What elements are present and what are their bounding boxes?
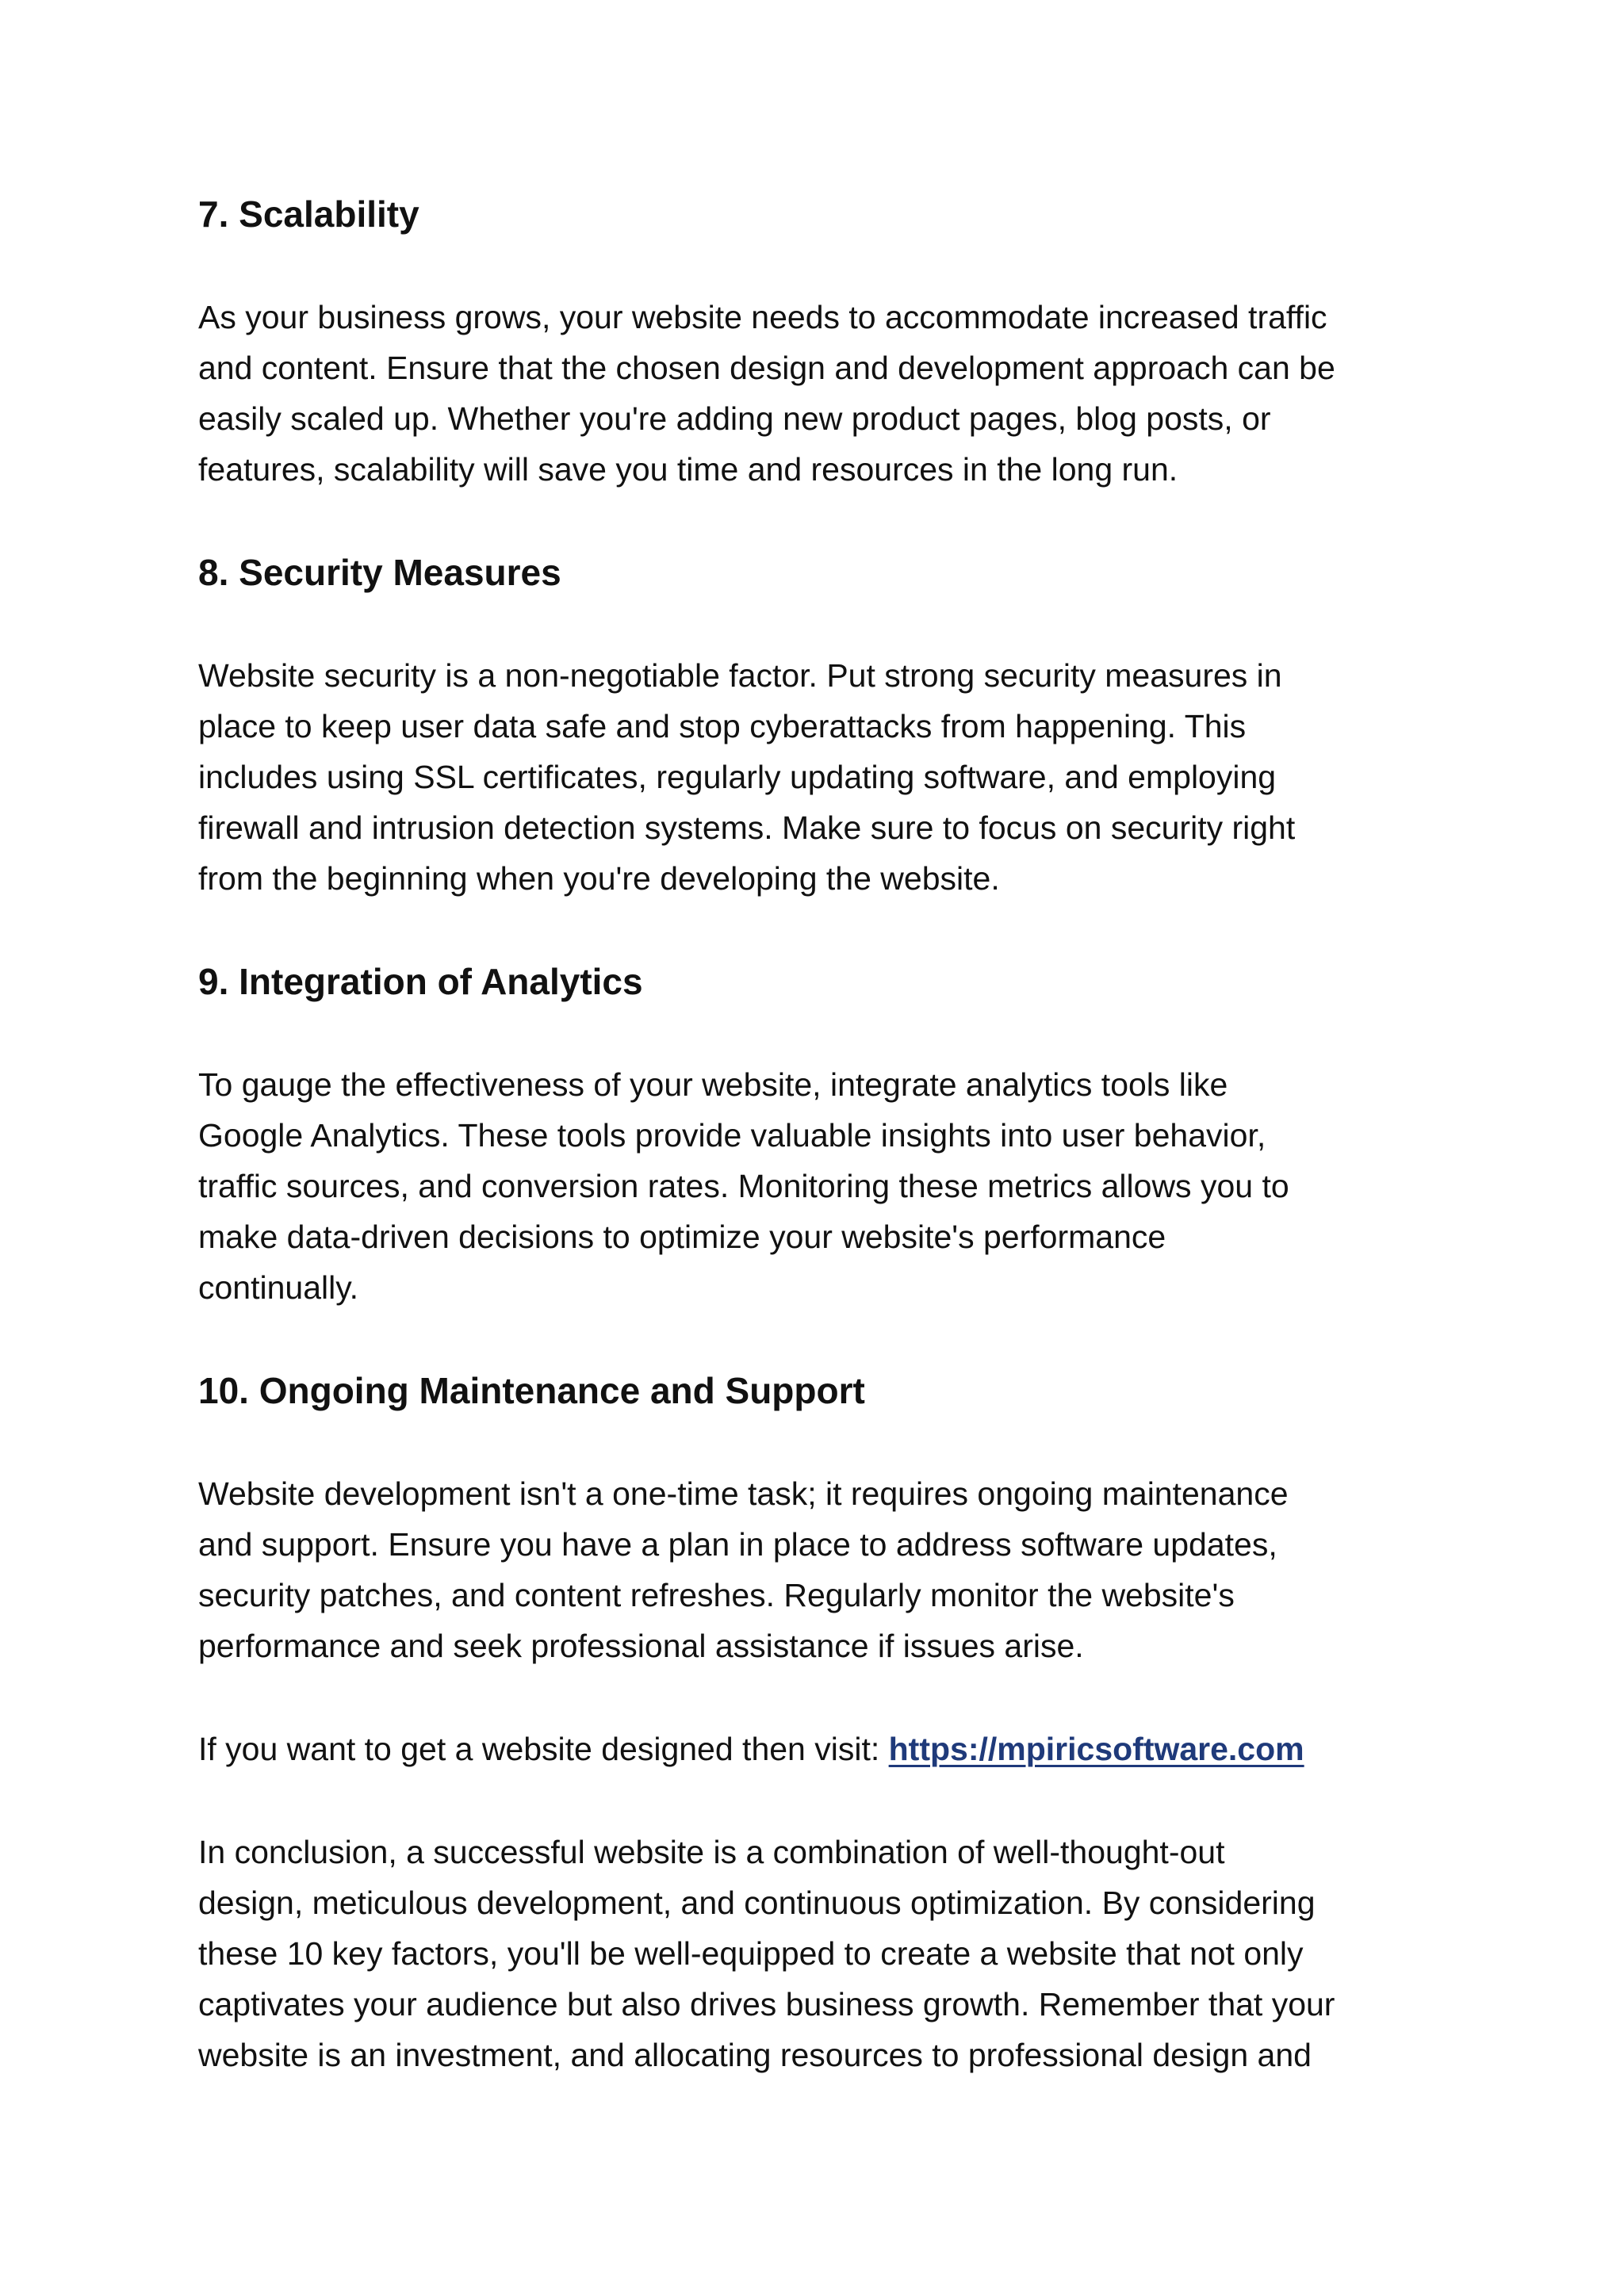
conclusion-paragraph: In conclusion, a successful website is a combination of well-thought-out design, meticulous development, and continuous optimization. By considering these 10 key factors, you'll be well-equipped to create a website that not only captivates your audience but also drives business growth. Remember that your website is an investment, and allocating resources to professional design and [198,1834,1335,2073]
section-body-integration-of-analytics: To gauge the effectiveness of your website, integrate analytics tools like Google Analytics. These tools provide valuable insights into user behavior, traffic sources, and conversion rates. Monitoring these metrics allows you to make data-driven decisions to optimize your website's performance continually. [198,1066,1289,1306]
section-body-scalability: As your business grows, your website needs to accommodate increased traffic and content. Ensure that the chosen design and development approach can be easily scaled up. Whether you're adding new product pages, blog posts, or features, scalability will save you time and resources in the long run. [198,299,1335,488]
cta-paragraph [198,1724,1435,1774]
section-body-security-measures: Website security is a non-negotiable factor. Put strong security measures in place to keep user data safe and stop cyberattacks from happening. This includes using SSL certificates, regularly updating software, and employing firewall and intrusion detection systems. Make sure to focus on security right from the beginning when you're developing the website. [198,657,1296,897]
section-heading-security-measures: 8. Security Measures [198,552,561,593]
website-link[interactable]: https://mpiricsoftware.com [888,1731,1304,1767]
section-heading-integration-of-analytics: 9. Integration of Analytics [198,961,643,1002]
cta-text: If you want to get a website designed then visit: [198,1731,889,1767]
document-content [198,189,1435,2133]
section-heading-scalability: 7. Scalability [198,193,419,235]
section-body-ongoing-maintenance: Website development isn't a one-time task; it requires ongoing maintenance and support. Ensure you have a plan in place to address software updates, security patches, and content refreshes. Regularly monitor the website's performance and seek professional assistance if issues arise. [198,1475,1289,1664]
section-heading-ongoing-maintenance: 10. Ongoing Maintenance and Support [198,1370,865,1411]
